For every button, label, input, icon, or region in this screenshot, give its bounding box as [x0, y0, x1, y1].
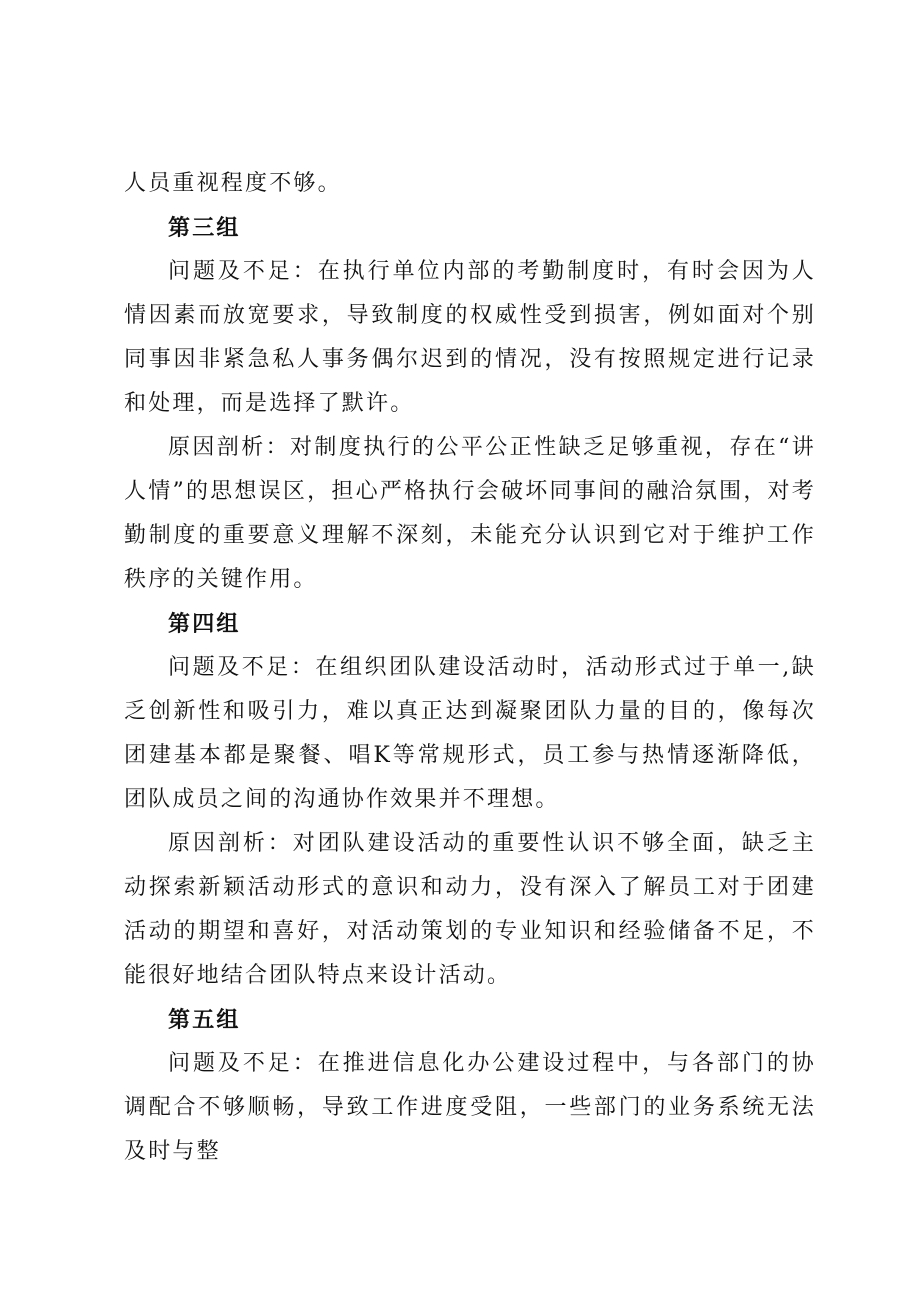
section-heading-group-5: 第五组 [168, 1007, 241, 1033]
paragraph-group-3-cause: 原因剖析：对制度执行的公平公正性缺乏足够重视，存在“讲人情”的思想误区，担心严格执行会破坏同事间的融洽氛围，对考勤制度的重要意义理解不深刻，未能充分认识到它对于维护工作秩序的关键作用。 [124, 435, 816, 592]
section-heading-group-3: 第三组 [168, 215, 241, 241]
section-heading-group-4: 第四组 [168, 611, 241, 637]
paragraph-continuation: 人员重视程度不够。 [124, 171, 342, 196]
paragraph-group-4-problem: 问题及不足：在组织团队建设活动时，活动形式过于单一,缺乏创新性和吸引力，难以真正达到凝聚团队力量的目的，像每次团建基本都是聚餐、唱K等常规形式，员工参与热情逐渐降低，团队成员之间的沟通协作效果并不理想。 [124, 655, 816, 812]
paragraph-group-3-problem: 问题及不足：在执行单位内部的考勤制度时，有时会因为人情因素而放宽要求，导致制度的权威性受到损害，例如面对个别同事因非紧急私人事务偶尔迟到的情况，没有按照规定进行记录和处理，而是选择了默许。 [124, 259, 816, 416]
paragraph-group-5-problem: 问题及不足：在推进信息化办公建设过程中，与各部门的协调配合不够顺畅，导致工作进度受阻，一些部门的业务系统无法及时与整 [124, 1051, 816, 1164]
document-body [124, 162, 816, 1174]
paragraph-group-4-cause: 原因剖析：对团队建设活动的重要性认识不够全面，缺乏主动探索新颖活动形式的意识和动力，没有深入了解员工对于团建活动的期望和喜好，对活动策划的专业知识和经验储备不足，不能很好地结合团队特点来设计活动。 [124, 831, 816, 988]
